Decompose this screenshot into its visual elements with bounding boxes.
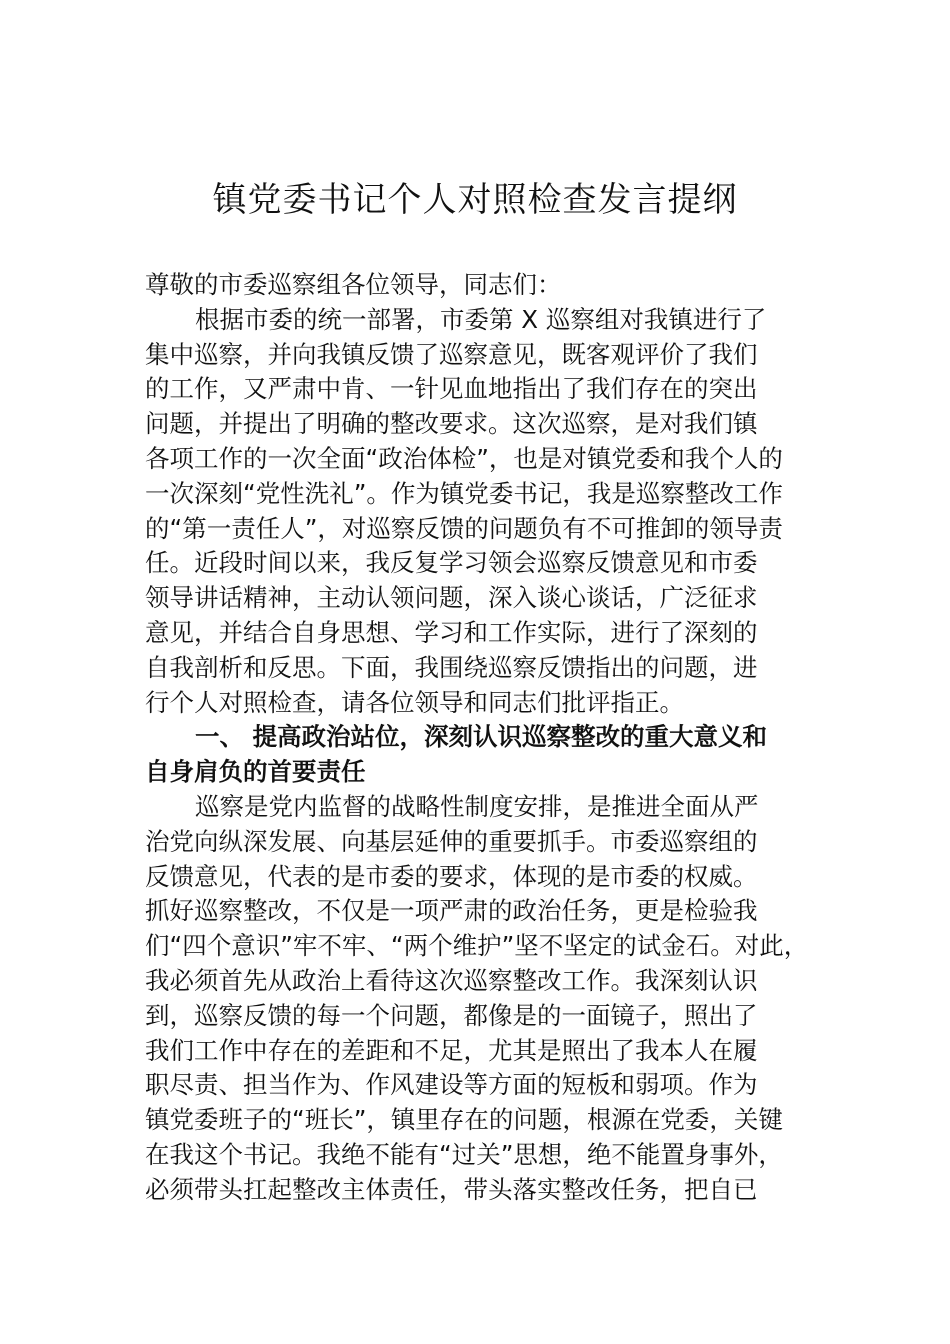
paragraph-line: 巡察是党内监督的战略性制度安排，是推进全面从严	[195, 791, 759, 821]
paragraph-line: 必须带头扛起整改主体责任，带头落实整改任务，把自已	[145, 1174, 758, 1204]
paragraph-line: 反馈意见，代表的是市委的要求，体现的是市委的权威。	[145, 861, 758, 891]
paragraph-line: 们“四个意识”牢不牢、“两个维护”坚不坚定的试金石。对此，	[145, 931, 809, 961]
paragraph-line: 的“第一责任人”，对巡察反馈的问题负有不可推卸的领导责	[145, 513, 783, 543]
paragraph-line: 我必须首先从政治上看待这次巡察整改工作。我深刻认识	[145, 965, 758, 995]
paragraph-line: 行个人对照检查，请各位领导和同志们批评指正。	[145, 687, 684, 717]
paragraph-line: 集中巡察，并向我镇反馈了巡察意见，既客观评价了我们	[145, 339, 758, 369]
document-title: 镇党委书记个人对照检查发言提纲	[212, 180, 738, 220]
paragraph-line: 自我剖析和反思。下面，我围绕巡察反馈指出的问题，进	[145, 652, 758, 682]
paragraph-line: 抓好巡察整改，不仅是一项严肃的政治任务，更是检验我	[145, 896, 758, 926]
section-heading-line: 一、 提高政治站位，深刻认识巡察整改的重大意义和	[195, 722, 768, 752]
section-heading-line: 自身肩负的首要责任	[145, 757, 366, 787]
paragraph-line: 一次深刻“党性洗礼”。作为镇党委书记，我是巡察整改工作	[145, 478, 783, 508]
paragraph-line: 领导讲话精神，主动认领问题，深入谈心谈话，广泛征求	[145, 583, 758, 613]
paragraph-line: 镇党委班子的“班长”，镇里存在的问题，根源在党委，关键	[145, 1105, 783, 1135]
paragraph-line: 职尽责、担当作为、作风建设等方面的短板和弱项。作为	[145, 1070, 758, 1100]
paragraph-line: 根据市委的统一部署，市委第 X 巡察组对我镇进行了	[195, 304, 767, 334]
paragraph-line: 到，巡察反馈的每一个问题，都像是的一面镜子，照出了	[145, 1000, 758, 1030]
salutation-line: 尊敬的市委巡察组各位领导，同志们：	[145, 270, 562, 299]
paragraph-line: 意见，并结合自身思想、学习和工作实际，进行了深刻的	[145, 617, 758, 647]
paragraph-line: 在我这个书记。我绝不能有“过关”思想，绝不能置身事外，	[145, 1139, 783, 1169]
paragraph-line: 任。近段时间以来，我反复学习领会巡察反馈意见和市委	[145, 548, 758, 578]
paragraph-line: 问题，并提出了明确的整改要求。这次巡察，是对我们镇	[145, 409, 758, 439]
paragraph-line: 治党向纵深发展、向基层延伸的重要抓手。市委巡察组的	[145, 826, 758, 856]
document-body	[145, 268, 817, 1208]
paragraph-line: 的工作，又严肃中肯、一针见血地指出了我们存在的突出	[145, 374, 758, 404]
paragraph-line: 我们工作中存在的差距和不足，尤其是照出了我本人在履	[145, 1035, 758, 1065]
paragraph-line: 各项工作的一次全面“政治体检”，也是对镇党委和我个人的	[145, 443, 783, 473]
